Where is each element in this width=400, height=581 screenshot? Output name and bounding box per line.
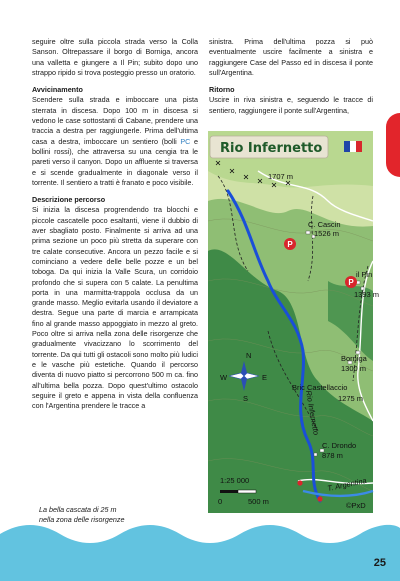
approach-text-1: Scendere sulla strada e imboccare una pista sterrata in discesa. Dopo 100 m in discesa si vedono le case sottostanti di Cabane, prendere una traccia a destra per raggiungerle. Prima dell'ultima casa a destra, imboccare un sentiero (bolli [32,95,198,146]
label-borniga: Borniga [341,354,367,363]
compass-s: S [243,394,249,403]
caption-line-2: nella zona delle risorgenze [39,515,125,524]
route-map [208,131,380,513]
compass-w: W [220,373,228,382]
label-drondo: C. Drondo [322,441,357,450]
return-heading: Ritorno [209,85,235,95]
label-drondo-elev: 878 m [322,451,343,460]
left-column [32,37,198,411]
map-title: Rio Infernetto [220,141,323,156]
scale-bar [220,490,256,493]
label-il-pin: il Pin [356,270,373,279]
right-column [209,37,373,116]
approach-pc-marker: PC [180,136,191,146]
label-cascin-elev: 1526 m [314,229,340,238]
return-paragraph: Uscire in riva sinistra e, seguendo le tracce di sentiero, raggiungere il ponte sull'Argentina, [209,95,373,115]
label-cascin: C. Cascin [308,220,341,229]
caption-line-1: La bella cascata di 25 m [39,505,117,514]
chapter-tab [386,113,400,177]
parking-label: P [287,240,293,249]
label-bric-elev: 1275 m [338,394,364,403]
approach-paragraph [32,95,198,188]
scale-ratio: 1:25 000 [220,476,250,485]
bottom-wave-decoration [0,522,400,581]
continuation-paragraph: sinistra. Prima dell'ultima pozza si può eventualmente uscire facilmente a sinistra e raggiungere Case del Passo ed in discesa il ponte sull'Argentina. [209,37,373,77]
map-copyright: ©PxD [346,501,366,510]
compass-n: N [246,351,252,360]
french-flag-icon [344,141,362,152]
label-il-pin-elev: 1393 m [354,290,380,299]
page-number: 25 [373,557,386,569]
label-argentina: T. Argentina [326,475,368,493]
scale-zero: 0 [218,497,223,506]
intro-paragraph: seguire oltre sulla piccola strada verso la Colla Sanson. Oltrepassare il borgo di Borniga, ancora una valletta e giungere a Il Pin; subito dopo uno strappo ripido si trova posteggio presso un oratorio. [32,37,198,77]
label-bric-castellaccio: Bric Castellaccio [292,383,348,392]
map-end-marker [317,496,322,501]
scale-500: 500 m [248,497,269,506]
descent-paragraph: Si inizia la discesa progrendendo tra blocchi e piccole cascatelle poco esaltanti, viene il dubbio di aver sbagliato posto. Finalmente si arriva ad una prima sezione un poco più stretta da superare con tre calate consecutive. Ancora un pezzo facile e si cominciano a vedere delle belle pozze e un bel toboga. Da qui inizia la Valle Scura, un corridoio profondo che si supera con 5 calate. La penultima porta in una marmitta-trappola occlusa da un grande masso. Meglio evitarla usando il deviatore a destra. Segue una parte di marcia e arrampicata fino al grande masso appoggiato in mezzo al greto. Poco oltre si arriva nella zona delle risorgenze che gradualmente vivacizzano lo scorrimento del torrente. Da qui tutti gli ostacoli sono molto più ludici e le vasche più estetiche. Quando il percorso diventa di nuovo piatto si percorrono 500 m ca. fino all'ultima bella pozza. Dopo quest'ultimo ostacolo seguire il greto e appena in vista della confluenza con l'Argentina prendere le tracce a [32,205,198,411]
map-start-marker [297,480,302,485]
approach-text-2: e bollini rossi), che attraversa su una cengia tra le pareti verso il canyon. Dopo un affluente si traversa e si scende gradualmente in diagonale verso il torrente. Il sentiero a tratti è franato e poco visibile. [32,136,199,187]
label-borniga-elev: 1300 m [341,364,367,373]
compass-e: E [262,373,268,382]
approach-heading: Avvicinamento [32,85,83,95]
label-elev-1707: 1707 m [268,172,294,181]
descent-heading: Descrizione percorso [32,195,106,205]
parking-label: P [348,278,354,287]
label-stream: Rio Infernetto [304,389,321,436]
